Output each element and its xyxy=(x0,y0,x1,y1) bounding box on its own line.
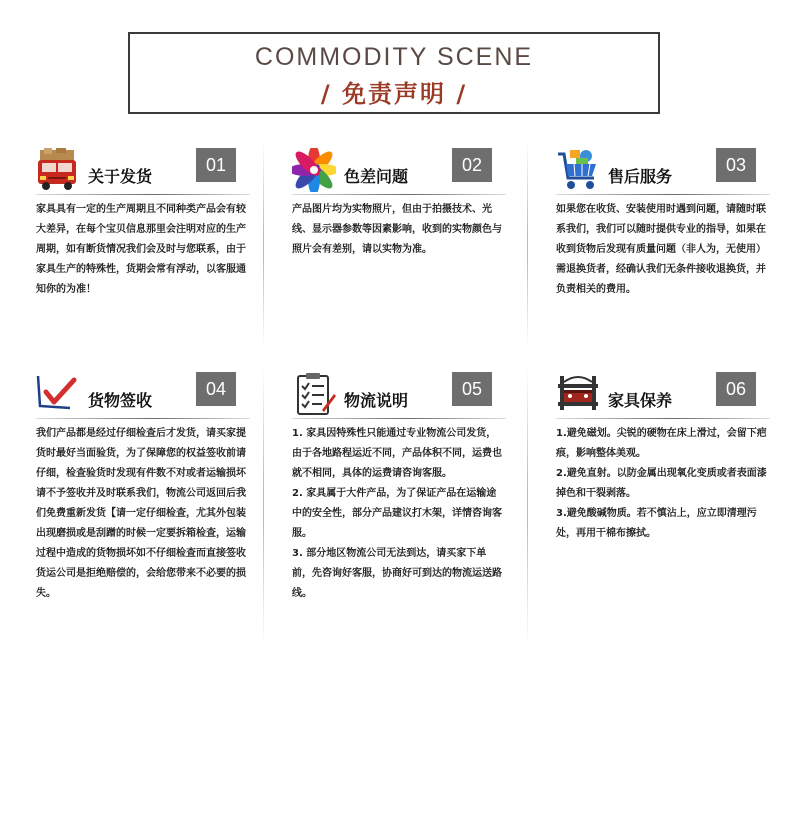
card-body xyxy=(36,200,250,300)
card-title: 货物签收 xyxy=(88,391,153,410)
delivery-truck-icon xyxy=(36,148,80,192)
card-paragraph: 2. 家具属于大件产品，为了保证产品在运输途中的安全性，部分产品建议打木架，详情咨询客服。 xyxy=(292,488,502,539)
header-box xyxy=(128,32,660,114)
header-subtitle: / 免责声明 / xyxy=(320,80,468,108)
color-palette-icon xyxy=(292,148,336,192)
column-divider xyxy=(263,365,264,645)
column-divider xyxy=(527,365,528,645)
card-underline xyxy=(292,194,506,195)
column-divider xyxy=(527,140,528,350)
card-number-badge: 01 xyxy=(196,148,236,182)
card-number-badge: 04 xyxy=(196,372,236,406)
card-paragraph: 我们产品都是经过仔细检查后才发货，请买家提货时最好当面验货，为了保障您的权益签收前请仔细，检查验货时发现有件数不对或者运输损坏请不予签收并及时联系我们，物流公司返回后我们免费重新发货【请一定仔细检查，尤其外包装出现磨损或是刮蹭的时候一定要拆箱检查，运输过程中造成的货物损坏如不仔细检查而直接签收货运公司是拒绝赔偿的，会给您带来不必要的损失。 xyxy=(36,428,246,599)
card-body xyxy=(292,424,506,604)
card-paragraph: 1.避免磁划。尖锐的硬物在床上滑过，会留下疤痕，影响整体美观。 xyxy=(556,428,767,459)
card-after-sales xyxy=(556,148,770,328)
card-paragraph: 3.避免酸碱物质。若不慎沾上，应立即清理污处，再用干棉布擦拭。 xyxy=(556,508,757,539)
card-title: 关于发货 xyxy=(88,167,153,186)
checkmark-icon xyxy=(36,372,80,416)
card-number-badge: 05 xyxy=(452,372,492,406)
clipboard-checklist-icon xyxy=(292,372,336,416)
card-logistics xyxy=(292,372,506,632)
column-divider xyxy=(263,140,264,350)
card-shipping xyxy=(36,148,250,328)
card-underline xyxy=(556,194,770,195)
card-underline xyxy=(292,418,506,419)
header-title: COMMODITY SCENE xyxy=(254,43,534,71)
card-title: 家具保养 xyxy=(608,391,673,410)
card-color-difference xyxy=(292,148,506,328)
card-underline xyxy=(36,418,250,419)
card-paragraph: 2.避免直射。以防金属出现氧化变质或者表面漆掉色和干裂剥落。 xyxy=(556,468,767,499)
card-title: 物流说明 xyxy=(344,391,409,410)
card-paragraph: 3. 部分地区物流公司无法到达，请买家下单前，先咨询好客服，协商好可到达的物流运送路线。 xyxy=(292,548,502,599)
card-underline xyxy=(556,418,770,419)
card-body xyxy=(36,424,250,604)
card-paragraph: 如果您在收货、安装使用时遇到问题，请随时联系我们，我们可以随时提供专业的指导，如果在收到货物后发现有质量问题（非人为，无使用）需退换货者，经确认我们无条件接收退换货，并负责相关的费用。 xyxy=(556,204,766,295)
card-paragraph: 家具具有一定的生产周期且不同种类产品会有较大差异，在每个宝贝信息那里会注明对应的生产周期，如有断货情况我们会及时与您联系，由于家具生产的特殊性，货期会常有浮动，以客服通知你的为准！ xyxy=(36,204,246,295)
card-body xyxy=(556,200,770,300)
shopping-cart-icon xyxy=(556,148,600,192)
card-title: 色差问题 xyxy=(344,167,409,186)
card-number-badge: 06 xyxy=(716,372,756,406)
card-receipt xyxy=(36,372,250,632)
card-furniture-care xyxy=(556,372,770,632)
card-body xyxy=(556,424,770,544)
card-body xyxy=(292,200,506,260)
card-number-badge: 03 xyxy=(716,148,756,182)
card-number-badge: 02 xyxy=(452,148,492,182)
furniture-bed-icon xyxy=(556,372,600,416)
card-paragraph: 产品图片均为实物照片，但由于拍摄技术、光线、显示器参数等因素影响，收到的实物颜色与照片会有差别，请以实物为准。 xyxy=(292,204,502,255)
card-underline xyxy=(36,194,250,195)
card-paragraph: 1. 家具因特殊性只能通过专业物流公司发货，由于各地路程运近不同，产品体积不同，运费也就不相同，具体的运费请咨询客服。 xyxy=(292,428,502,479)
card-title: 售后服务 xyxy=(608,167,673,186)
